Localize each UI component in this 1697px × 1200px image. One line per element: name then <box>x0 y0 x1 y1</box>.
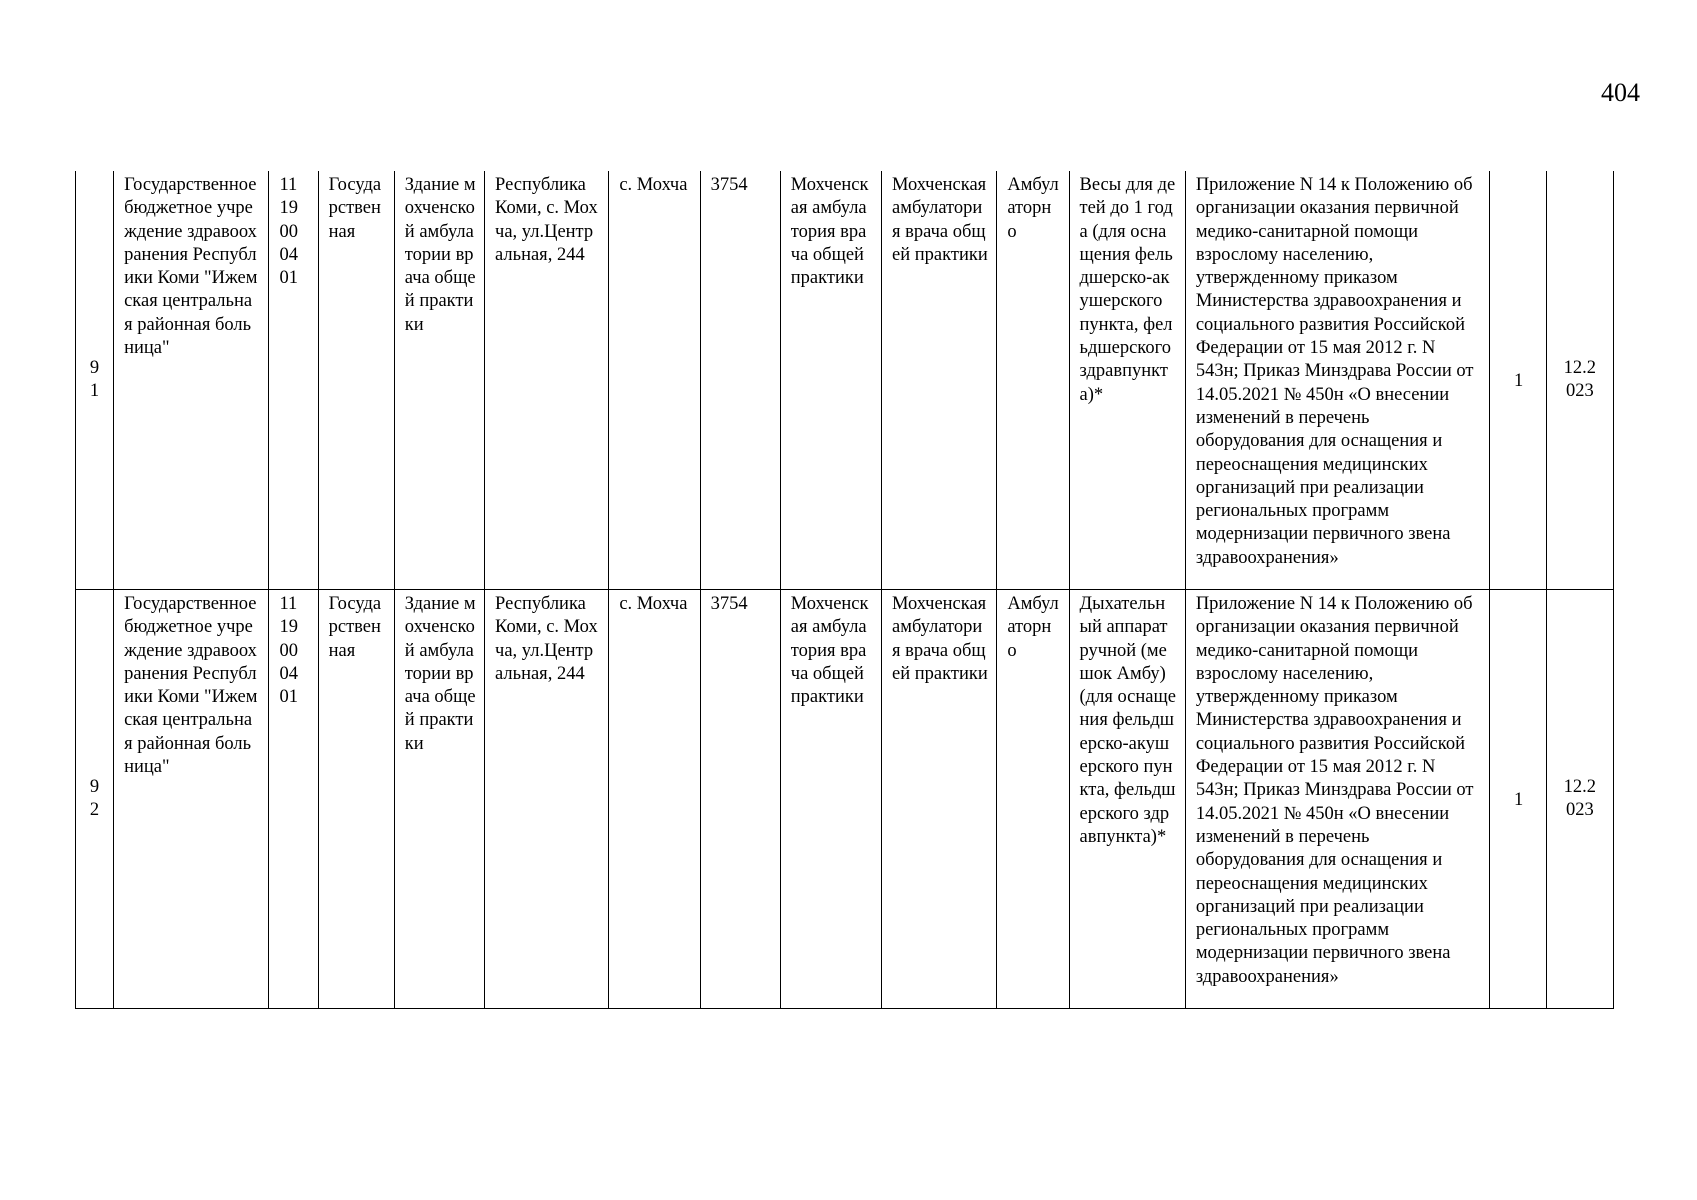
legal-basis: Приложение N 14 к Положению об организации оказания первичной медико-санитарной помощи взрослому населению, утвержденному приказом Министерства здравоохранения и социального развития Российской Федерации от 15 мая 2012 г. N 543н; Приказ Минздрава России от 14.05.2021 № 450н «О внесении изменений в перечень оборудования для оснащения и переоснащения медицинских организаций при реализации региональных программ модернизации первичного звена здравоохранения» <box>1185 171 1489 590</box>
equipment-name: Весы для детей до 1 года (для оснащения фельдшерско-акушерского пункта, фельдшерского здравпункта)* <box>1069 171 1185 590</box>
table-row <box>76 590 1614 1009</box>
building-name: Здание мохченской амбулатории врача общей практики <box>394 171 484 590</box>
legal-basis: Приложение N 14 к Положению об организации оказания первичной медико-санитарной помощи взрослому населению, утвержденному приказом Министерства здравоохранения и социального развития Российской Федерации от 15 мая 2012 г. N 543н; Приказ Минздрава России от 14.05.2021 № 450н «О внесении изменений в перечень оборудования для оснащения и переоснащения медицинских организаций при реализации региональных программ модернизации первичного звена здравоохранения» <box>1185 590 1489 1009</box>
ownership-form: Государственная <box>318 171 394 590</box>
address: Республика Коми, с. Мохча, ул.Центральная, 244 <box>485 171 609 590</box>
quantity: 1 <box>1489 171 1546 590</box>
unit-name: Мохченская амбулатория врача общей практики <box>882 171 997 590</box>
row-number: 91 <box>76 171 114 590</box>
settlement: с. Мохча <box>609 590 700 1009</box>
facility-name: Мохченская амбулатория врача общей практики <box>780 171 881 590</box>
facility-name: Мохченская амбулатория врача общей практики <box>780 590 881 1009</box>
organization-code: 1119000401 <box>269 590 318 1009</box>
settlement: с. Мохча <box>609 171 700 590</box>
equipment-registry-table <box>75 171 1614 1009</box>
organization-name: Государственное бюджетное учреждение здравоохранения Республики Коми "Ижемская центральная районная больница" <box>114 590 269 1009</box>
organization-code: 1119000401 <box>269 171 318 590</box>
care-type: Амбулаторно <box>997 171 1069 590</box>
quantity: 1 <box>1489 590 1546 1009</box>
page-number: 404 <box>1601 78 1640 107</box>
building-name: Здание мохченской амбулатории врача общей практики <box>394 590 484 1009</box>
row-number: 92 <box>76 590 114 1009</box>
due-date: 12.2023 <box>1546 590 1613 1009</box>
unit-name: Мохченская амбулатория врача общей практики <box>882 590 997 1009</box>
organization-name: Государственное бюджетное учреждение здравоохранения Республики Коми "Ижемская центральная районная больница" <box>114 171 269 590</box>
population: 3754 <box>700 590 780 1009</box>
care-type: Амбулаторно <box>997 590 1069 1009</box>
equipment-name: Дыхательный аппарат ручной (мешок Амбу) (для оснащения фельдшерско-акушерского пункта, фельдшерского здравпункта)* <box>1069 590 1185 1009</box>
due-date: 12.2023 <box>1546 171 1613 590</box>
population: 3754 <box>700 171 780 590</box>
table-row <box>76 171 1614 590</box>
address: Республика Коми, с. Мохча, ул.Центральная, 244 <box>485 590 609 1009</box>
ownership-form: Государственная <box>318 590 394 1009</box>
